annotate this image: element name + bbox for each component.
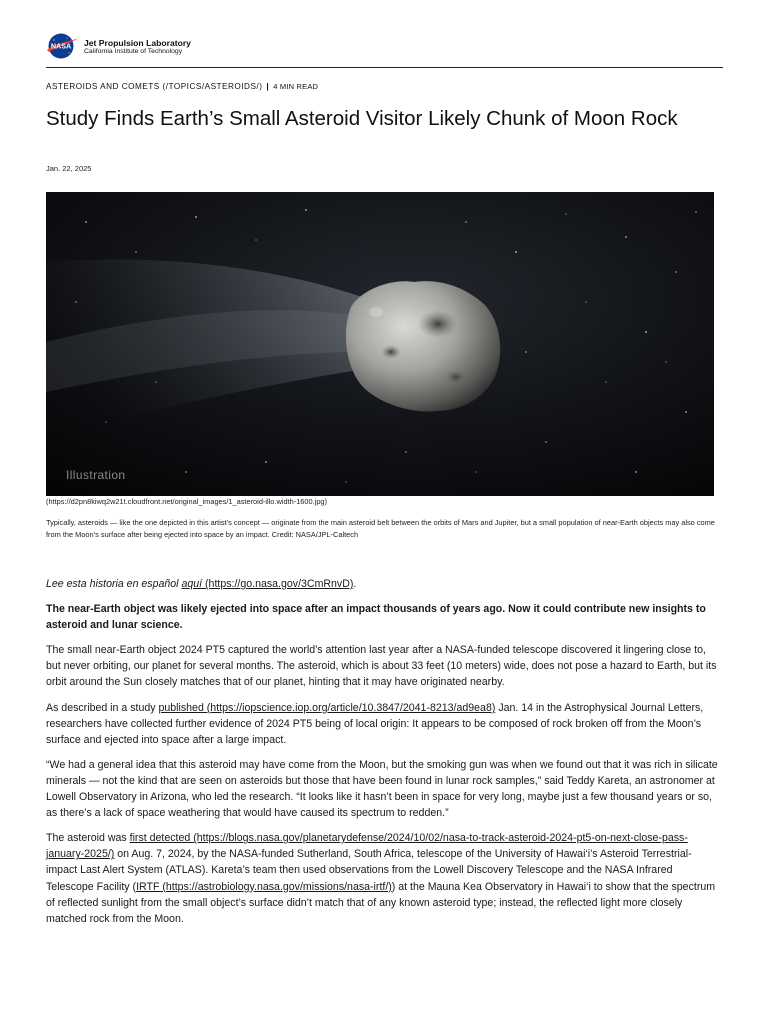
site-header xyxy=(46,33,723,68)
paragraph-4: The asteroid was first detected (https://blogs.nasa.gov/planetarydefense/2024/10/02/nasa-to-track-asteroid-2024-pt5-on-next-close-pass-january-2025/) on Aug. 7, 2024, by the NASA-funded Sutherland, South Africa, telescope of the University of Hawai‘i’s Asteroid Terrestrial-impact Last Alert System (ATLAS). Kareta’s team then used observations from the Lowell Discovery Telescope and the NASA Infrared Telescope Facility (IRTF (https://astrobiology.nasa.gov/missions/nasa-irtf/)) at the Mauna Kea Observatory in Hawai‘i to show that the spectrum of reflected sunlight from the small object’s surface didn’t match that of any known asteroid type; instead, the reflected light more closely matched rock from the Moon. xyxy=(46,832,716,925)
asteroid-illustration xyxy=(46,192,714,496)
study-link[interactable]: published (https://iopscience.iop.org/article/10.3847/2041-8213/ad9ea8) xyxy=(158,701,496,714)
paragraph-2: As described in a study published (https://iopscience.iop.org/article/10.3847/2041-8213/ad9ea8) Jan. 14 in the Astrophysical Journal Letters, researchers have collected further evidence of 2024 PT5 being of local origin: It appears to be composed of rock broken off from the Moon’s surface and ejected into space after a large impact. xyxy=(46,701,704,746)
first-detected-link[interactable]: first detected (https://blogs.nasa.gov/planetarydefense/2024/10/02/nasa-to-track-asteroid-2024-pt5-on-next-close-pass-january-2025/) xyxy=(46,832,688,861)
illustration-label: Illustration xyxy=(66,468,126,482)
svg-text:NASA: NASA xyxy=(50,41,72,51)
paragraph-3: “We had a general idea that this asteroid may have come from the Moon, but the smoking gun was when we found out that it was rich in silicate minerals — not the kind that are seen on asteroids but those that have been found in lunar rock samples,” said Teddy Kareta, an astronomer at Lowell Observatory in Arizona, who led the research. “It looks like it hasn’t been in space for very long, maybe just a few thousand years or so, as there’s a lack of space weathering that would have caused its spectrum to redden.” xyxy=(46,758,718,820)
article-body xyxy=(46,576,722,936)
read-time: 4 MIN READ xyxy=(273,82,319,91)
topic-separator: | xyxy=(266,82,270,91)
article-title: Study Finds Earth’s Small Asteroid Visitor Likely Chunk of Moon Rock xyxy=(46,107,678,130)
brand-name[interactable] xyxy=(84,39,191,55)
spanish-version-note: Lee esta historia en español aquí (https://go.nasa.gov/3CmRnvD). xyxy=(46,578,357,590)
irtf-link[interactable]: IRTF (https://astrobiology.nasa.gov/missions/nasa-irtf/) xyxy=(136,880,392,893)
brand-line-2: California Institute of Technology xyxy=(84,47,183,55)
spanish-link[interactable]: aquí xyxy=(181,578,206,590)
brand-line-1: Jet Propulsion Laboratory xyxy=(84,38,191,48)
paragraph-1: The small near-Earth object 2024 PT5 captured the world’s attention last year after a NASA-funded telescope discovered it lingering close to, but never orbiting, our planet for several months. The asteroid, which is about 33 feet (10 meters) wide, does not pose a hazard to Earth, but its orbit around the Sun closely matches that of our planet, hinting that it may have originated nearby. xyxy=(46,644,717,689)
nasa-logo-icon[interactable] xyxy=(46,33,80,59)
article-lead: The near-Earth object was likely ejected into space after an impact thousands of years ago. Now it could contribute new insights to asteroid and lunar science. xyxy=(46,603,706,632)
hero-image xyxy=(46,192,714,496)
spanish-link-url[interactable]: (https://go.nasa.gov/3CmRnvD) xyxy=(205,578,354,590)
image-caption: Typically, asteroids — like the one depicted in this artist’s concept — originate from the main asteroid belt between the orbits of Mars and Jupiter, but a small population of near-Earth objects may also come from the Moon’s surface after being ejected into space by an impact. Credit: NASA/JPL-Caltech xyxy=(46,518,715,539)
image-source-url[interactable]: (https://d2pn8kiwq2w21t.cloudfront.net/original_images/1_asteroid-illo.width-1600.jpg) xyxy=(46,497,328,506)
publish-date: Jan. 22, 2025 xyxy=(46,164,92,173)
topic-breadcrumb xyxy=(46,82,318,91)
topic-link[interactable]: ASTEROIDS AND COMETS (/TOPICS/ASTEROIDS/) xyxy=(46,82,263,91)
